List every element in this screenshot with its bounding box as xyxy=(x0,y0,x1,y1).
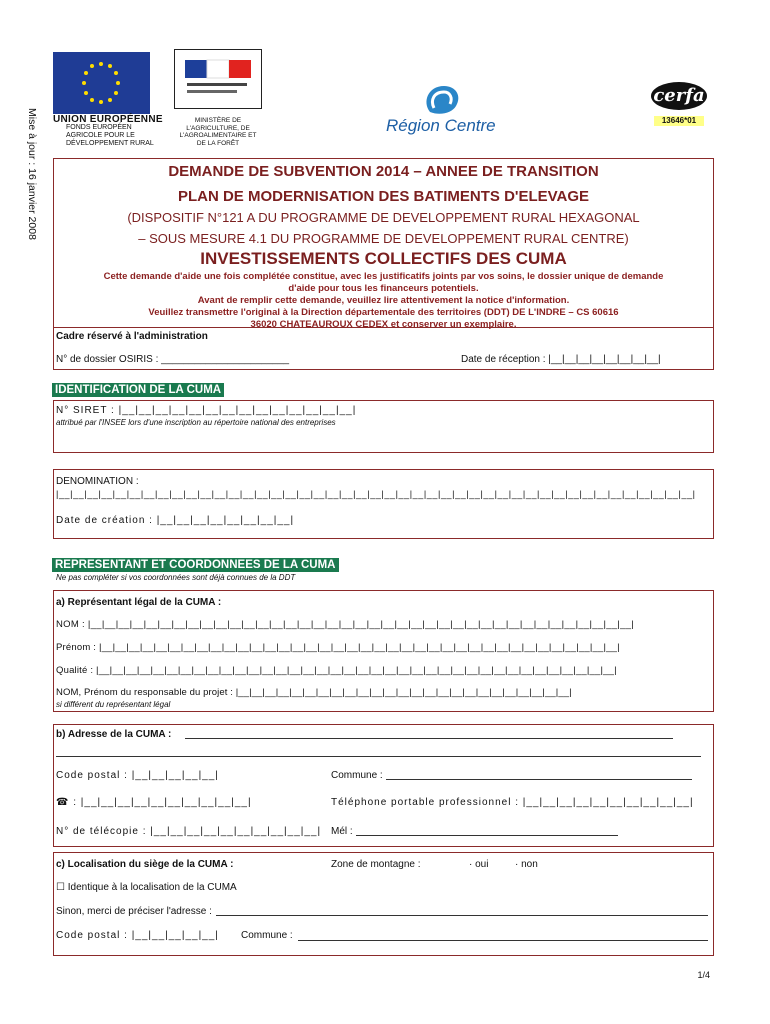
eu-flag-logo xyxy=(53,52,150,114)
address-line-1[interactable] xyxy=(185,738,673,739)
siege-address-field[interactable] xyxy=(216,915,708,916)
phone-field[interactable]: ☎ : |__|__|__|__|__|__|__|__|__|__| xyxy=(56,797,252,808)
address-title: b) Adresse de la CUMA : xyxy=(56,729,172,740)
mel-field[interactable] xyxy=(356,835,618,836)
creation-date-field[interactable]: Date de création : |__|__|__|__|__|__|__|__| xyxy=(56,515,295,526)
denomination-label: DENOMINATION : xyxy=(56,476,139,487)
title-line-1: DEMANDE DE SUBVENTION 2014 – ANNEE DE TRANSITION xyxy=(168,163,599,180)
notice-line-1: Cette demande d'aide une fois complétée constitue, avec les justificatifs joints par vos soins, le dossier unique de demande xyxy=(103,271,664,282)
update-note: Mise à jour : 16 janvier 2008 xyxy=(26,108,38,240)
fax-field[interactable]: N° de télécopie : |__|__|__|__|__|__|__|__|__|__| xyxy=(56,826,322,837)
cerfa-logo: cerfa xyxy=(651,82,707,110)
identification-header: IDENTIFICATION DE LA CUMA xyxy=(52,383,224,397)
title-line-2: PLAN DE MODERNISATION DES BATIMENTS D'ELEVAGE xyxy=(177,188,590,205)
sinon-label: Sinon, merci de préciser l'adresse : xyxy=(56,906,212,917)
commune-label: Commune : xyxy=(331,770,383,781)
page-number: 1/4 xyxy=(697,970,710,980)
title-line-3: (DISPOSITIF N°121 A DU PROGRAMME DE DEVELOPPEMENT RURAL HEXAGONAL xyxy=(127,210,640,225)
commune-field[interactable] xyxy=(386,779,692,780)
siret-field[interactable]: N° SIRET : |__|__|__|__|__|__|__|__|__|__|__|__|__|__| xyxy=(56,405,357,416)
notice-line-2: d'aide pour tous les financeurs potentiels. xyxy=(288,283,479,294)
reception-date-field[interactable]: Date de réception : |__|__|__|__|__|__|__|__| xyxy=(461,354,661,365)
siege-postal-code-field[interactable]: Code postal : |__|__|__|__|__| xyxy=(56,930,219,941)
denomination-box xyxy=(53,469,714,539)
osiris-dossier-field[interactable]: N° de dossier OSIRIS : _______________________ xyxy=(56,354,290,365)
eu-name: UNION EUROPÉENNE xyxy=(53,114,163,125)
nom-field[interactable]: NOM : |__|__|__|__|__|__|__|__|__|__|__|__|__|__|__|__|__|__|__|__|__|__|__|__|__|__|__|__|__|__|__|__|__|__|__|__|__|__|__| xyxy=(56,619,635,630)
region-centre-emblem xyxy=(420,82,466,118)
representant-header: REPRESENTANT ET COORDONNEES DE LA CUMA xyxy=(52,558,339,572)
eu-fund: FONDS EUROPÉEN AGRICOLE POUR LE DÉVELOPPEMENT RURAL xyxy=(66,124,154,147)
admin-label: Cadre réservé à l'administration xyxy=(56,331,208,342)
notice-line-5: 36020 CHATEAUROUX CEDEX et conserver un exemplaire. xyxy=(250,319,517,330)
siege-title: c) Localisation du siège de la CUMA : xyxy=(56,859,234,870)
title-line-5: INVESTISSEMENTS COLLECTIFS DES CUMA xyxy=(200,249,567,268)
admin-separator xyxy=(53,327,714,328)
mobile-field[interactable]: Téléphone portable professionnel : |__|__|__|__|__|__|__|__|__|__| xyxy=(331,797,694,808)
montagne-label: Zone de montagne : xyxy=(331,859,421,870)
ministry-name: MINISTÈRE DE L'AGRICULTURE, DE L'AGROALIMENTAIRE ET DE LA FORÊT xyxy=(179,117,257,147)
notice-line-4: Veuillez transmettre l'original à la Direction départementale des territoires (DDT) DE L'INDRE – CS 60616 xyxy=(148,307,619,318)
denomination-field[interactable]: |__|__|__|__|__|__|__|__|__|__|__|__|__|__|__|__|__|__|__|__|__|__|__|__|__|__|__|__|__|__|__|__|__|__|__|__|__|__|__|__|__|__|__|__|__| xyxy=(56,489,696,499)
siege-commune-field[interactable] xyxy=(298,940,708,941)
montagne-non-option[interactable]: · non xyxy=(515,859,538,870)
qualite-field[interactable]: Qualité : |__|__|__|__|__|__|__|__|__|__|__|__|__|__|__|__|__|__|__|__|__|__|__|__|__|__|__|__|__|__|__|__|__|__|__|__|__|__| xyxy=(56,665,617,676)
title-line-4: – SOUS MESURE 4.1 DU PROGRAMME DE DEVELOPPEMENT RURAL CENTRE) xyxy=(138,231,629,246)
representant-hint: Ne pas compléter si vos coordonnées sont déjà connues de la DDT xyxy=(56,573,296,582)
legal-rep-title: a) Représentant légal de la CUMA : xyxy=(56,597,222,608)
siege-commune-label: Commune : xyxy=(241,930,293,941)
mel-label: Mél : xyxy=(331,826,353,837)
responsable-field[interactable]: NOM, Prénom du responsable du projet : |__|__|__|__|__|__|__|__|__|__|__|__|__|__|__|__|__|__|__|__|__|__|__|__|__| xyxy=(56,687,572,698)
notice-line-3: Avant de remplir cette demande, veuillez lire attentivement la notice d'information. xyxy=(197,295,570,306)
region-name: Région Centre xyxy=(386,116,496,135)
postal-code-field[interactable]: Code postal : |__|__|__|__|__| xyxy=(56,770,219,781)
responsable-hint: si différent du représentant légal xyxy=(56,700,171,709)
address-line-2[interactable] xyxy=(56,756,701,757)
montagne-oui-option[interactable]: · oui xyxy=(469,859,489,870)
prenom-field[interactable]: Prénom : |__|__|__|__|__|__|__|__|__|__|__|__|__|__|__|__|__|__|__|__|__|__|__|__|__|__|__|__|__|__|__|__|__|__|__|__|__|__| xyxy=(56,642,620,653)
identique-checkbox[interactable]: ☐ Identique à la localisation de la CUMA xyxy=(56,882,237,893)
siret-hint: attribué par l'INSEE lors d'une inscription au répertoire national des entreprises xyxy=(56,418,336,427)
ministry-logo xyxy=(174,49,262,109)
cerfa-number: 13646*01 xyxy=(654,116,704,126)
